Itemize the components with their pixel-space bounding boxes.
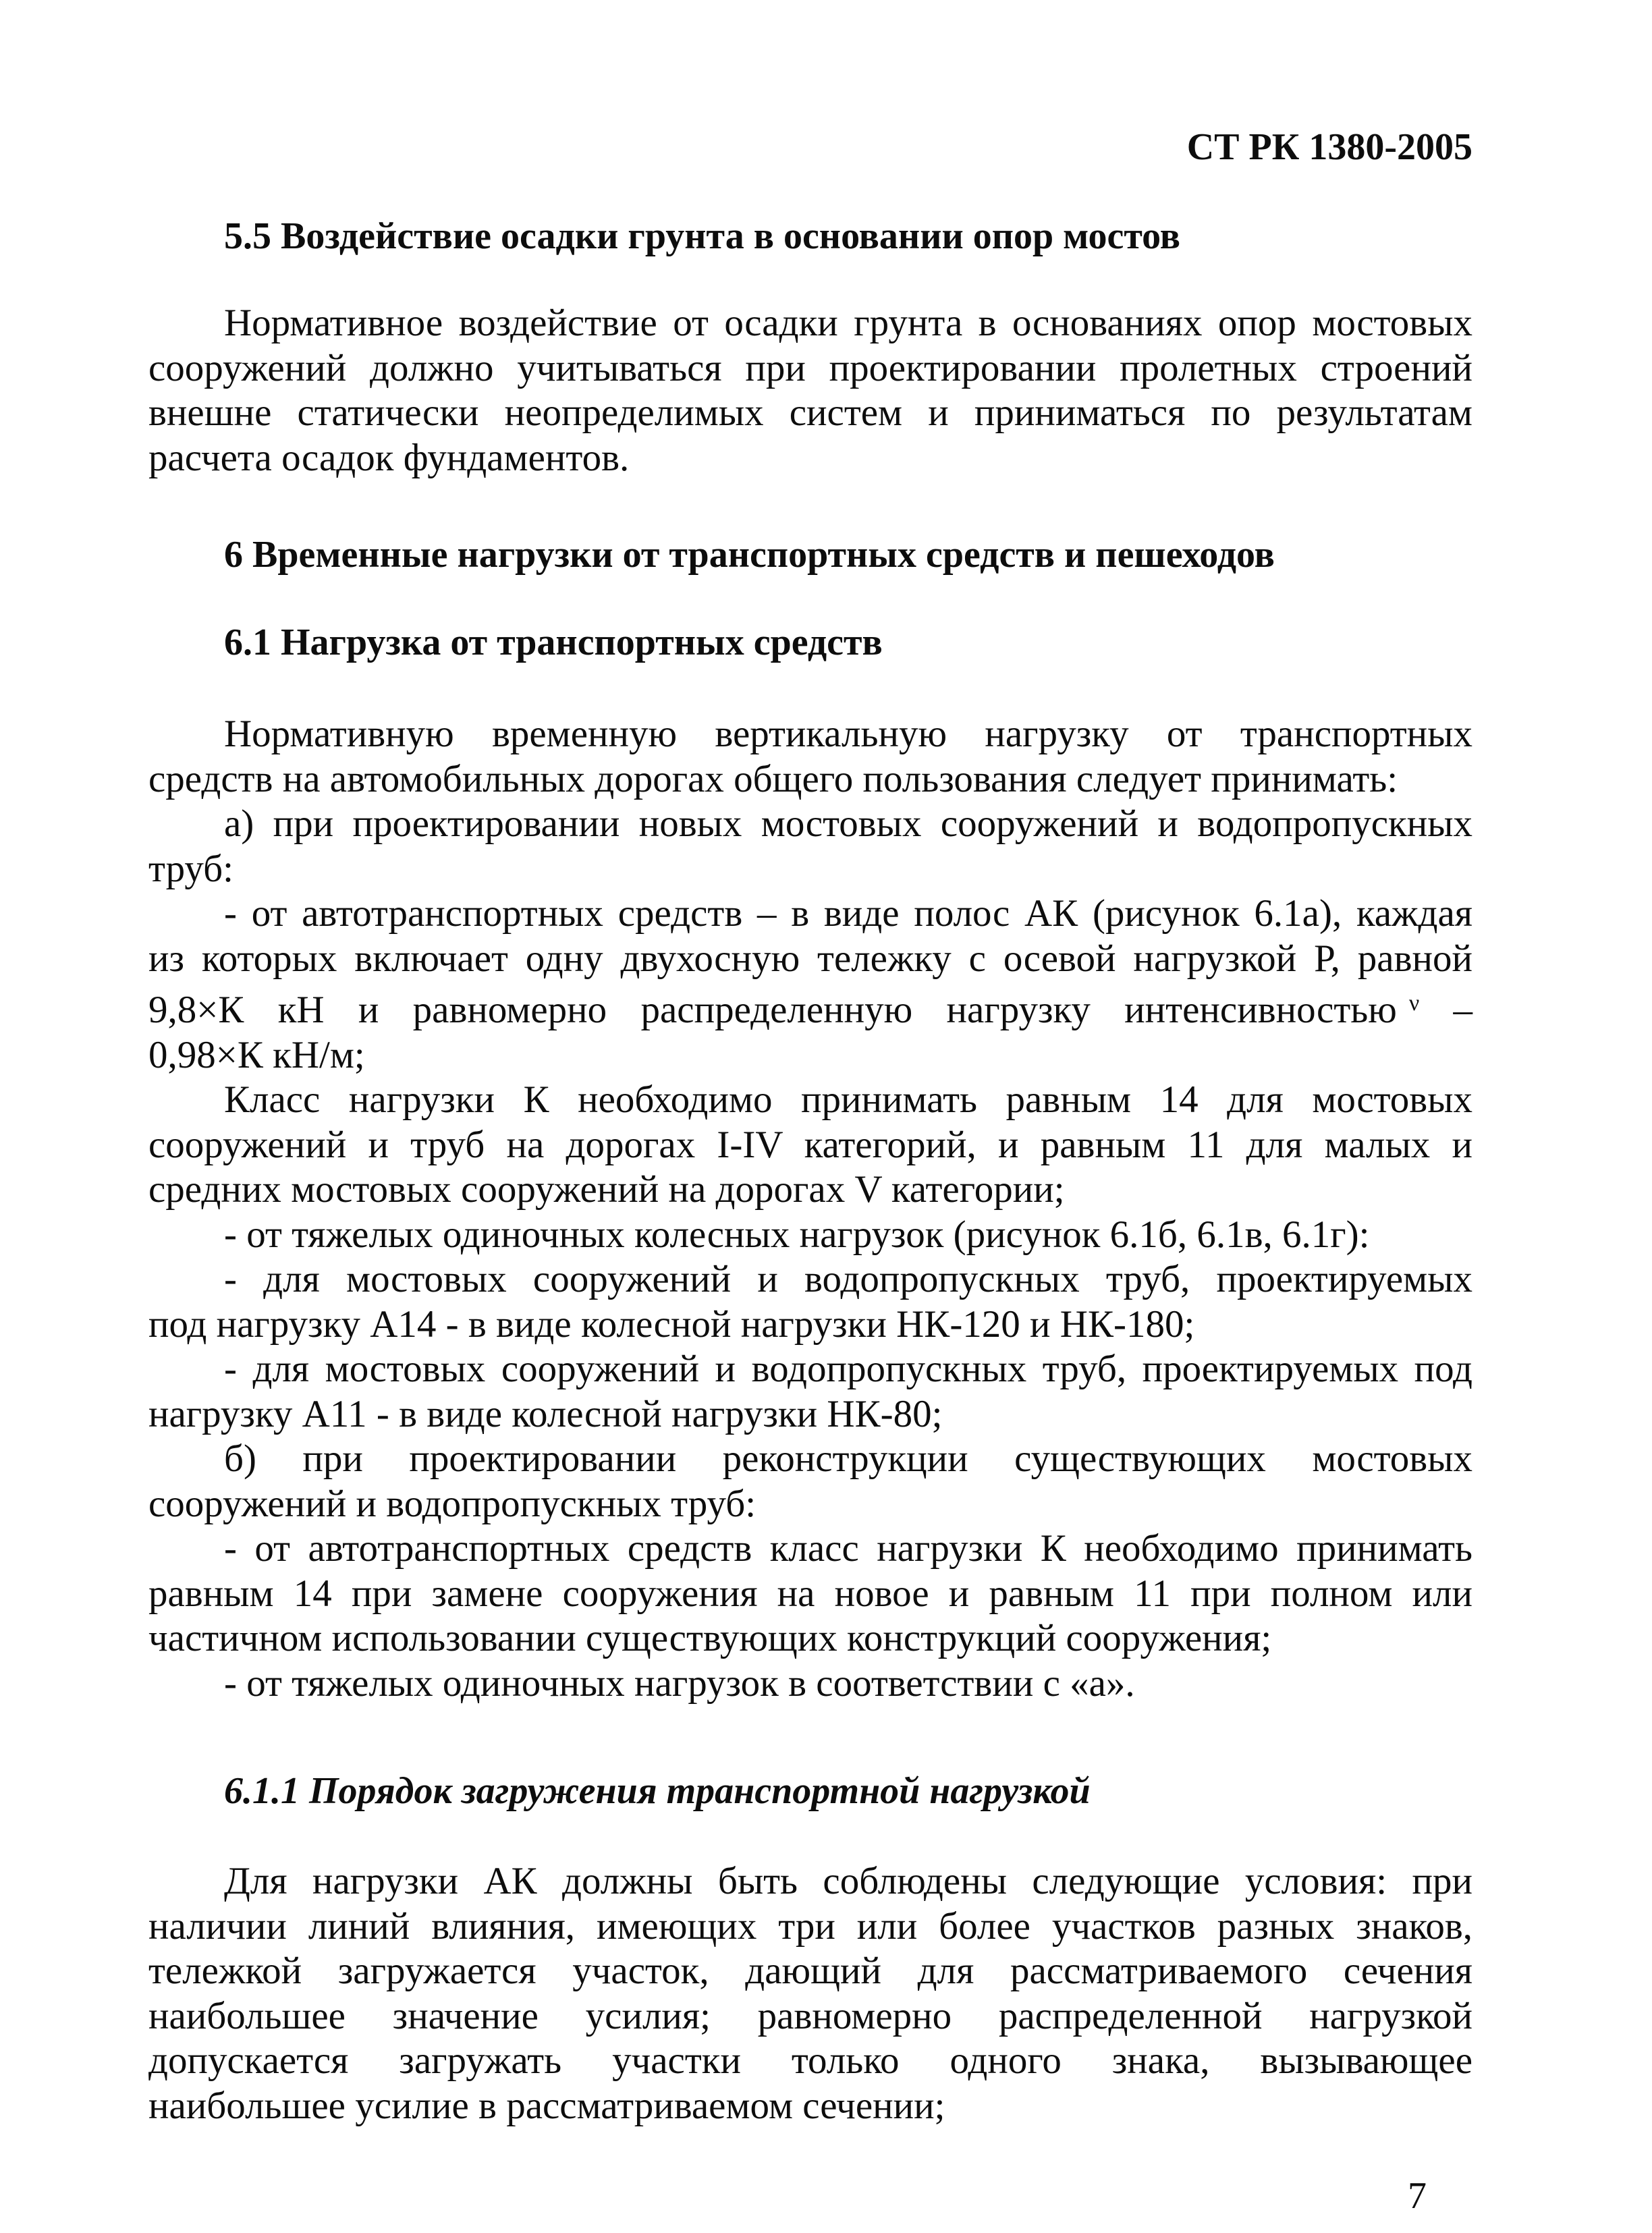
text-line: - от автотранспортных средств – в виде полос АК (рисунок 6.1а), каждая [224, 892, 1472, 935]
text-line: - от автотранспортных средств класс нагрузки К необходимо принимать [224, 1527, 1472, 1570]
text-line: Класс нагрузки К необходимо принимать равным 14 для мостовых [224, 1078, 1472, 1121]
document-code: СТ РК 1380-2005 [1186, 126, 1472, 168]
section-5-5-heading: 5.5 Воздействие осадки грунта в основании опор мостов [224, 215, 1181, 257]
intensity-symbol: ν [1408, 991, 1420, 1016]
text-line: 9,8×К кН и равномерно распределенную нагрузку интенсивностью [148, 989, 1397, 1031]
text-line: Для нагрузки АК должны быть соблюдены следующие условия: при [224, 1860, 1472, 1902]
text-line: - от тяжелых одиночных нагрузок в соответствии с «а». [224, 1661, 1135, 1705]
text-line: - для мостовых сооружений и водопропускных труб, проектируемых под [224, 1348, 1472, 1390]
text-line: внешне статически неопределимых систем и приниматься по результатам [148, 391, 1472, 434]
section-5-5-paragraph [148, 301, 1472, 480]
section-6-heading: 6 Временные нагрузки от транспортных средств и пешеходов [224, 534, 1275, 576]
section-6-1-1-paragraph [148, 1859, 1472, 2128]
text-line: - от тяжелых одиночных колесных нагрузок (рисунок 6.1б, 6.1в, 6.1г): [224, 1213, 1370, 1256]
section-6-1-body [148, 712, 1472, 1706]
text-line: б) при проектировании реконструкции существующих мостовых [224, 1437, 1472, 1480]
page-number: 7 [1408, 2175, 1427, 2217]
text-line: - для мостовых сооружений и водопропускных труб, проектируемых [224, 1258, 1472, 1300]
intensity-dash: – [1453, 989, 1472, 1031]
text-line: допускается загружать участки только одного знака, вызывающее [148, 2039, 1472, 2082]
text-line: наибольшее усилие в рассматриваемом сечении; [148, 2084, 945, 2127]
text-line: средств на автомобильных дорогах общего пользования следует принимать: [148, 757, 1398, 800]
text-line: под нагрузку А14 - в виде колесной нагрузки НК-120 и НК-180; [148, 1302, 1195, 1346]
text-line: расчета осадок фундаментов. [148, 436, 630, 479]
text-line: труб: [148, 847, 233, 890]
text-line: частичном использовании существующих конструкций сооружения; [148, 1617, 1272, 1659]
text-line: 0,98×К кН/м; [148, 1033, 365, 1076]
text-line: Нормативную временную вертикальную нагрузку от транспортных [224, 713, 1472, 755]
text-line: средних мостовых сооружений на дорогах V категории; [148, 1168, 1065, 1211]
text-line: равным 14 при замене сооружения на новое и равным 11 при полном или [148, 1572, 1472, 1615]
text-line: сооружений и труб на дорогах I-IV категорий, и равным 11 для малых и [148, 1123, 1472, 1166]
text-line: наличии линий влияния, имеющих три или более участков разных знаков, [148, 1904, 1472, 1948]
text-line: а) при проектировании новых мостовых сооружений и водопропускных [224, 802, 1472, 845]
text-line: тележкой загружается участок, дающий для рассматриваемого сечения [148, 1950, 1472, 1992]
text-line: нагрузку А11 - в виде колесной нагрузки НК-80; [148, 1392, 943, 1435]
text-line: наибольшее значение усилия; равномерно распределенной нагрузкой [148, 1994, 1472, 2037]
section-6-1-1-heading: 6.1.1 Порядок загружения транспортной нагрузкой [224, 1770, 1091, 1812]
text-line: Нормативное воздействие от осадки грунта в основаниях опор мостовых [224, 302, 1472, 344]
section-6-1-heading: 6.1 Нагрузка от транспортных средств [224, 622, 883, 663]
text-line: из которых включает одну двухосную тележку с осевой нагрузкой Р, равной [148, 937, 1472, 980]
text-line: сооружений должно учитываться при проектировании пролетных строений [148, 346, 1472, 389]
text-line-intensity [148, 981, 1472, 1033]
text-line: сооружений и водопропускных труб: [148, 1482, 756, 1525]
